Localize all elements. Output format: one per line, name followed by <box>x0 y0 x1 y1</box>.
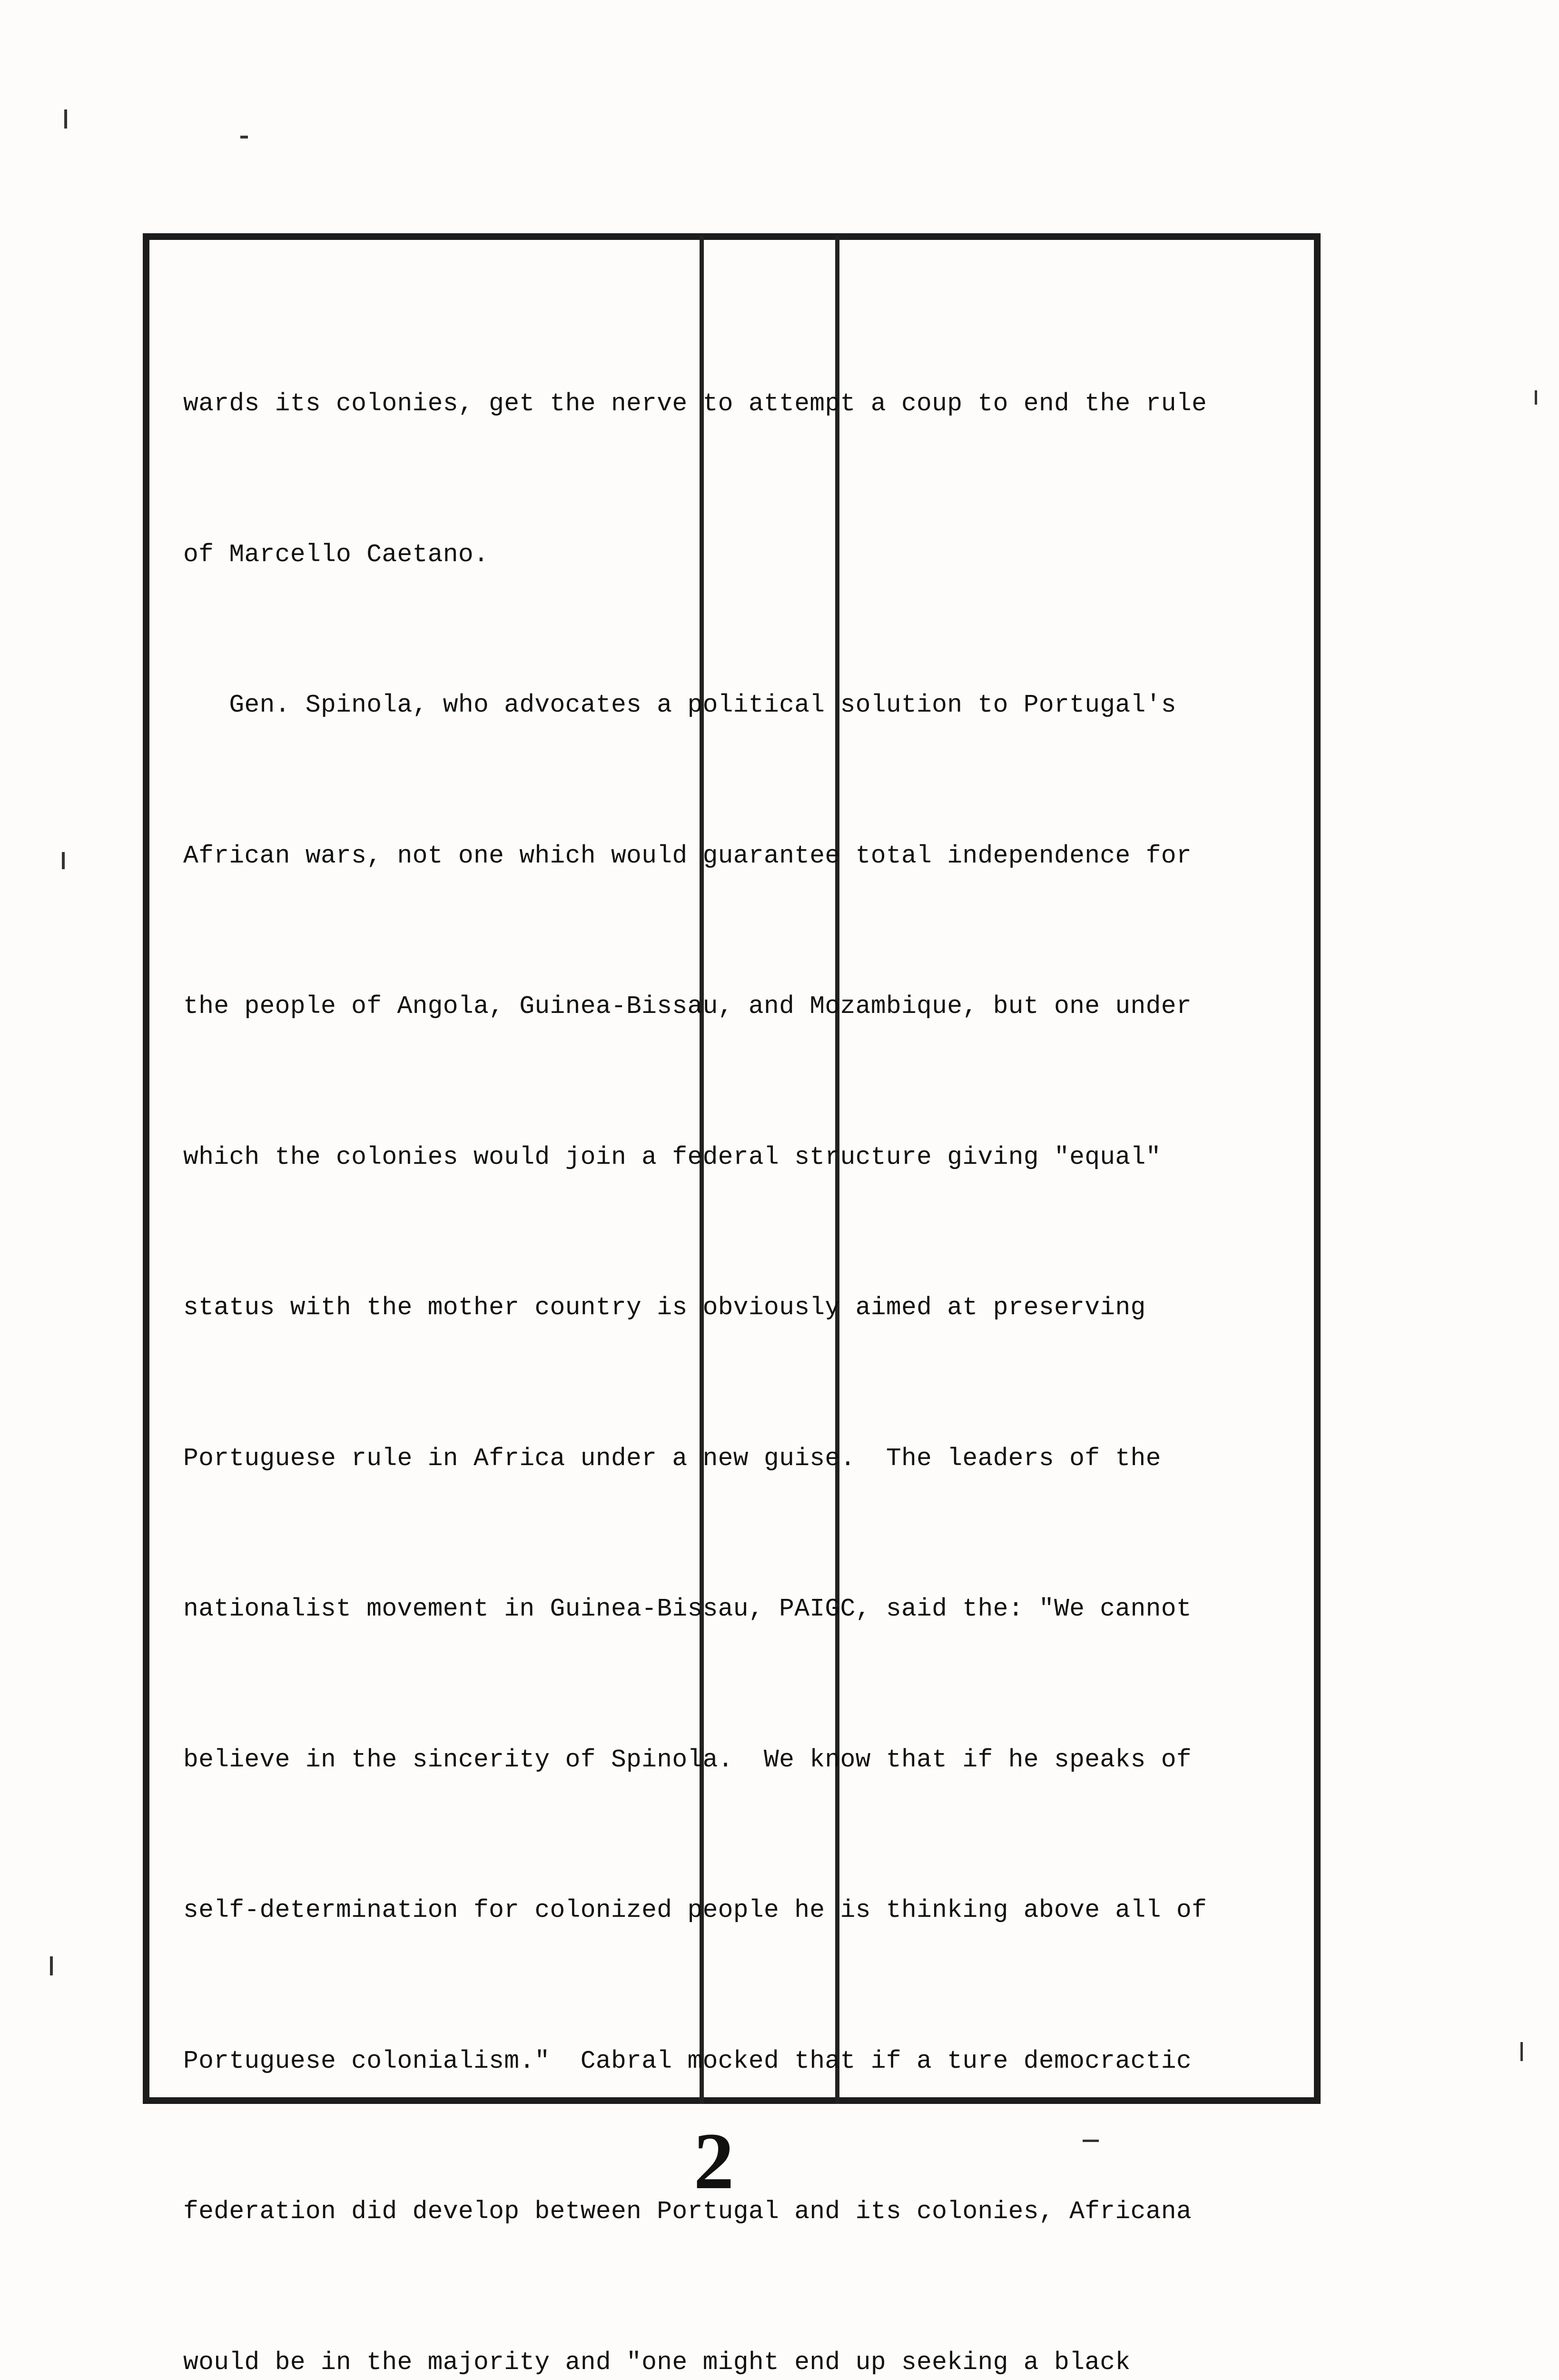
text-line: Gen. Spinola, who advocates a political solution to Portugal's <box>183 691 1176 719</box>
text-line: believe in the sincerity of Spinola. We know that if he speaks of <box>183 1745 1192 1774</box>
stray-mark <box>240 136 248 139</box>
page-number: 2 <box>693 2116 734 2206</box>
text-line: nationalist movement in Guinea-Bissau, PAIGC, said the: "We cannot <box>183 1595 1192 1623</box>
text-line: of Marcello Caetano. <box>183 540 489 569</box>
stray-mark <box>62 852 65 869</box>
text-line: wards its colonies, get the nerve to attempt a coup to end the rule <box>183 389 1207 418</box>
text-line: Portuguese rule in Africa under a new guise. The leaders of the <box>183 1444 1161 1473</box>
text-line: the people of Angola, Guinea-Bissau, and Mozambique, but one under <box>183 992 1192 1021</box>
text-line: which the colonies would join a federal structure giving "equal" <box>183 1142 1161 1171</box>
stray-mark <box>50 1956 53 1975</box>
stray-mark <box>1535 390 1537 405</box>
text-line: federation did develop between Portugal and its colonies, Africana <box>183 2197 1192 2226</box>
text-line: Portuguese colonialism." Cabral mocked that if a ture democractic <box>183 2046 1192 2075</box>
stray-mark <box>64 109 67 129</box>
stray-mark <box>1520 2042 1523 2061</box>
body-text <box>183 278 1325 2380</box>
text-line: African wars, not one which would guarantee total independence for <box>183 841 1192 870</box>
text-line: status with the mother country is obviously aimed at preserving <box>183 1293 1146 1322</box>
text-line: would be in the majority and "one might end up seeking a black <box>183 2348 1131 2377</box>
text-line: self-determination for colonized people he is thinking above all of <box>183 1896 1207 1924</box>
